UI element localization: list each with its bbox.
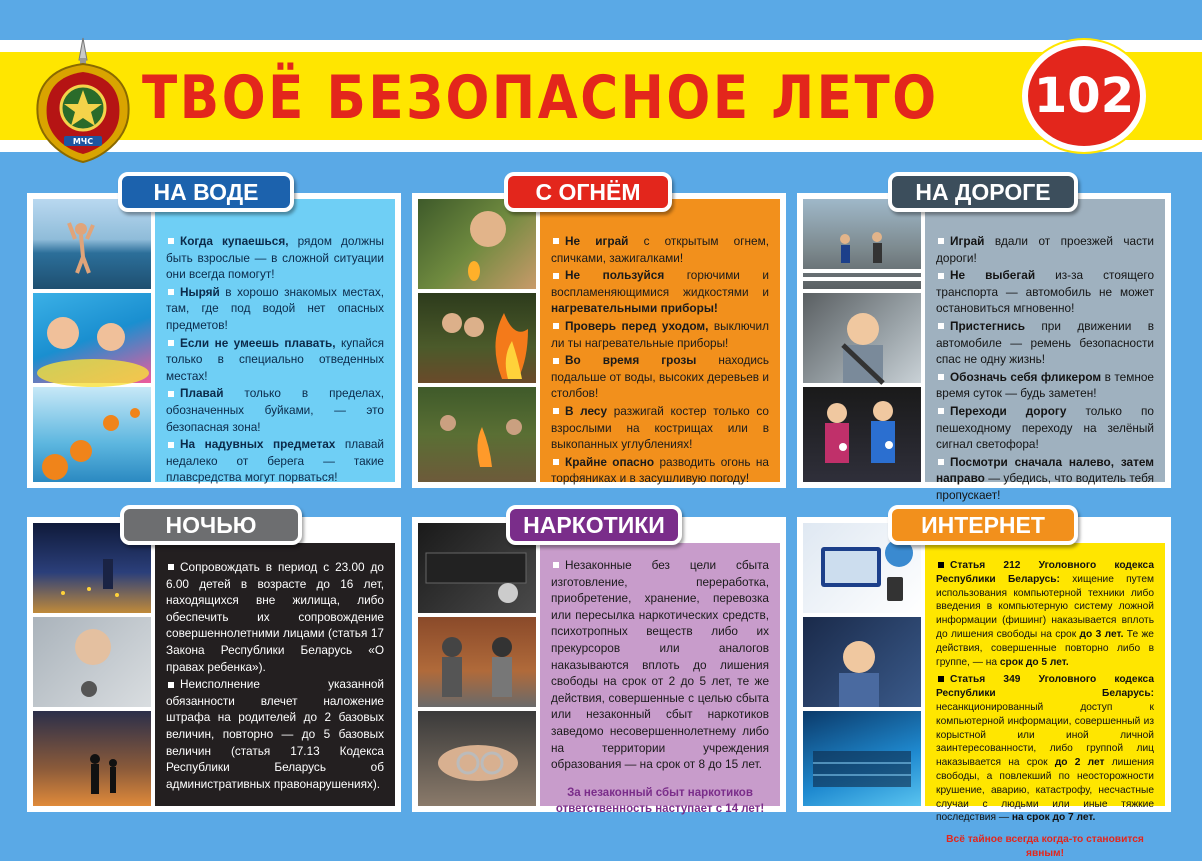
fire-panel (412, 193, 786, 488)
road-rule-2: Не выбегай из-за стоящего транспорта — автомобиль не может остановиться мгновенно! (936, 268, 1155, 316)
fire-rule-2: Не пользуйся горючими и воспламеняющимися жидкостями и нагревательными приборы! (551, 268, 769, 316)
road-rule-6: Посмотри сначала налево, затем направо — убедись, что водитель тебя пропускает! (936, 454, 1154, 502)
jumping-child-icon (33, 199, 151, 289)
road-photo-reflectors (803, 387, 921, 482)
road-photo-seatbelt (803, 293, 921, 383)
fire-photo-matches (418, 199, 536, 289)
drugs-panel (412, 517, 786, 816)
water-photo-buoys (33, 387, 151, 482)
night-photo-watch (33, 617, 151, 707)
internet-article-212: Статья 212 Уголовного кодекса Республики Беларусь: хищение путем использования компьютерной техники либо введения в компьютерную систему ложной информации (фишинг) наказывается вплоть до лишения свободы на срок до 3 лет. Те же действия, совершенные повторно либо в группе, — на срок до 5 лет. (936, 560, 1154, 668)
water-panel (27, 193, 401, 488)
drugs-section-label: НАРКОТИКИ (506, 505, 682, 545)
night-panel (27, 517, 401, 812)
night-rule-2: Неисполнение указанной обязанности влечет наложение штрафа на родителей до 2 базовых величин, повторно — до 5 базовых величин (статья 17.13 Кодекса Республики Беларусь об административных правонарушениях). (166, 677, 384, 791)
water-rule-2: Ныряй в хорошо знакомых местах, там, где под водой нет опасных предметов! (166, 284, 384, 332)
drugs-rules (540, 543, 780, 816)
internet-rules (925, 543, 1165, 859)
emblem-text: МЧС (72, 137, 94, 146)
internet-photo-boy (803, 617, 921, 707)
police-emblem-icon (30, 38, 136, 164)
road-photo-crossing (803, 199, 921, 289)
fire-rule-4: Во время грозы находись подальше от воды, высоких деревьев и столбов! (551, 353, 769, 401)
night-section-label: НОЧЬЮ (120, 505, 302, 545)
internet-panel (797, 517, 1171, 859)
emergency-number-badge: 102 (1022, 40, 1146, 152)
water-rule-3: Если не умеешь плавать, купайся только в специально отведенных местах! (166, 335, 385, 383)
internet-article-349: Статья 349 Уголовного кодекса Республики Беларусь: несанкционированный доступ к компьютерной информации, совершенный из корыстной или иной личной заинтересованности, либо группой лиц наказывается на срок до 2 лет лишения свободы, а повлекший по неосторожности крушение, аварию, катастрофу, несчастные случаи с людьми или иные тяжкие последствия — на срок до 7 лет. (936, 674, 1154, 824)
fire-rule-1: Не играй с открытым огнем, спичками, зажигалками! (551, 234, 769, 265)
page-title: ТВОЁ БЕЗОПАСНОЕ ЛЕТО (142, 63, 939, 133)
fire-rule-6: Крайне опасно разводить огонь на торфяниках и в засушливую погоду! (551, 454, 769, 486)
fire-photo-campfire (418, 293, 536, 383)
road-rule-5: Переходи дорогу только по пешеходному переходу на зелёный сигнал светофора! (936, 403, 1154, 452)
night-rules (155, 543, 395, 806)
night-rule-1: Сопровождать в период с 23.00 до 6.00 детей в возрасте до 16 лет, находящихся вне жилища, либо обеспечить их сопровождение совершеннолетними лицами (статья 17 Закона Республики Беларусь «О правах ребенка»). (166, 560, 384, 674)
road-rule-1: Играй вдали от проезжей части дороги! (936, 234, 1154, 265)
fire-rules (540, 199, 780, 486)
drugs-footer: За незаконный сбыт наркотиков ответственность наступает с 14 лет! (555, 786, 765, 816)
water-rule-1: Когда купаешься, рядом должны быть взрослые — в сложной ситуации они всегда помогут! (166, 234, 384, 282)
fire-rule-5: В лесу разжигай костер только со взрослыми на кострищах или в выкопанных углублениях! (551, 403, 769, 452)
water-rule-4: Плавай только в пределах, обозначенных буйками, — это безопасная зона! (166, 386, 384, 434)
drugs-photo-handcuffs (418, 711, 536, 806)
drugs-photo-exchange (418, 617, 536, 707)
night-photo-silhouettes (33, 711, 151, 806)
water-section-label: НА ВОДЕ (118, 172, 294, 212)
fire-photo-kids (418, 387, 536, 482)
road-rule-3: Пристегнись при движении в автомобиле — ремень безопасности спас не одну жизнь! (936, 318, 1154, 367)
water-photo-inflatable (33, 293, 151, 383)
fire-section-label: С ОГНЁМ (504, 172, 672, 212)
road-rules (925, 199, 1165, 502)
internet-photo-keyboard (803, 711, 921, 806)
internet-section-label: ИНТЕРНЕТ (888, 505, 1078, 545)
internet-footer: Всё тайное всегда когда-то становится явным! (946, 834, 1144, 859)
road-rule-4: Обозначь себя фликером в темное время суток — будь заметен! (936, 369, 1154, 401)
road-section-label: НА ДОРОГЕ (888, 172, 1078, 212)
drugs-rule-1: Незаконные без цели сбыта изготовление, переработка, приобретение, хранение, перевозка или пересылка наркотических средств, психотропных веществ либо их прекурсоров или аналогов наказываются вплоть до лишения свободы на срок от 2 до 5 лет, те же действия, совершенные с целью сбыта или незаконный сбыт наркотиков заведомо несовершеннолетнему либо на территории учреждения образования — на срок от 8 до 15 лет. (551, 558, 769, 772)
water-photo-jump (33, 199, 151, 289)
fire-rule-3: Проверь перед уходом, выключил ли ты нагревательные приборы! (551, 318, 769, 350)
road-panel (797, 193, 1171, 502)
water-rule-5: На надувных предметах плавай недалеко от берега — такие плавсредства могут порваться! (166, 437, 384, 485)
water-rules (155, 199, 395, 485)
